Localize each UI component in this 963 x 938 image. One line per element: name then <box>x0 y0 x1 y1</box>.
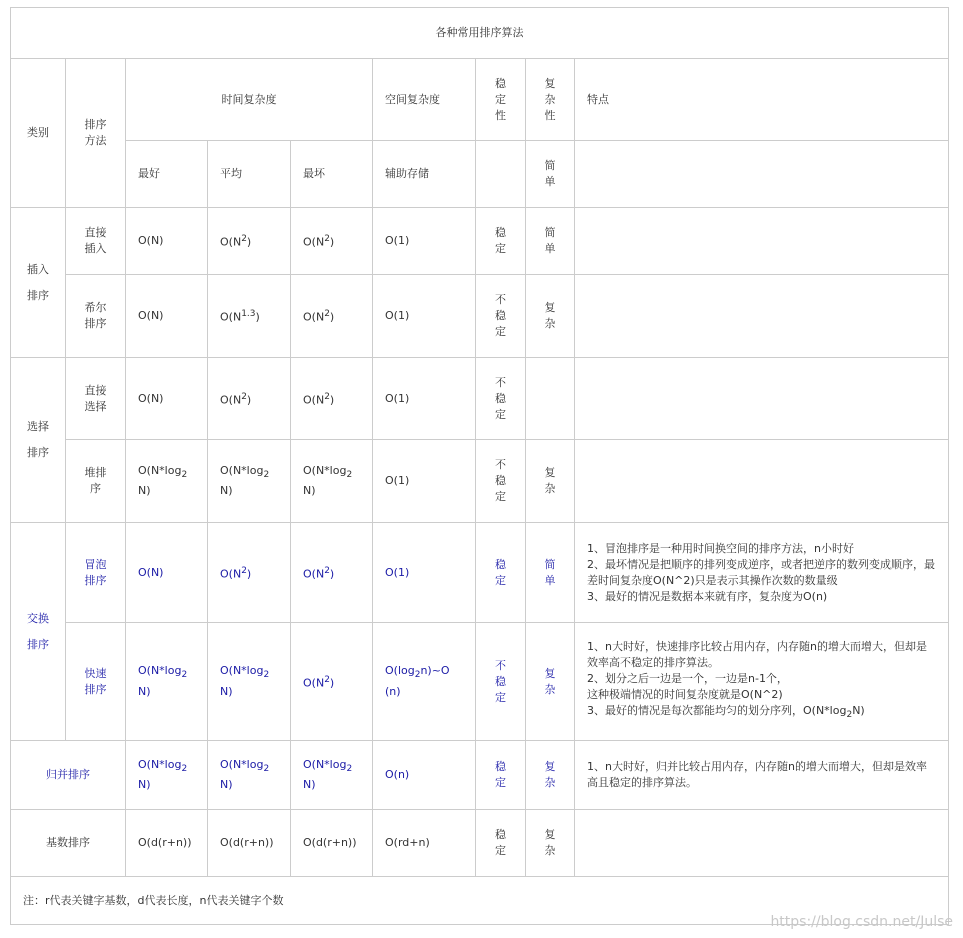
avg-value: $O(N^2)$ <box>208 358 291 440</box>
complex-value <box>526 358 575 440</box>
sort-algorithms-table <box>10 7 949 925</box>
worst-value: $O(N^2)$ <box>291 623 373 741</box>
aux-value: O(1) <box>373 523 476 623</box>
complex-value: 复杂 <box>526 741 575 810</box>
complex-value: 简单 <box>526 208 575 275</box>
stable-value: 不稳定 <box>476 440 526 523</box>
complex-value: 复杂 <box>526 440 575 523</box>
table-row <box>11 741 949 810</box>
table-row <box>11 208 949 275</box>
header-space-complexity: 空间复杂度 <box>373 59 476 141</box>
header-time-complexity: 时间复杂度 <box>126 59 373 141</box>
stable-value: 不稳定 <box>476 623 526 741</box>
stable-value: 稳定 <box>476 208 526 275</box>
aux-value: O(rd+n) <box>373 810 476 877</box>
header-category: 类别 <box>11 59 66 208</box>
avg-value: $O(N*\log_2$ N) <box>208 623 291 741</box>
table-row <box>11 810 949 877</box>
method-name: 归并排序 <box>11 741 126 810</box>
aux-value: O(1) <box>373 208 476 275</box>
header-features-empty <box>575 141 949 208</box>
header-simple: 简单 <box>526 141 575 208</box>
worst-value: $O(N*\log_2$ N) <box>291 741 373 810</box>
features-value: 1、n大时好，归并比较占用内存，内存随n的增大而增大，但却是效率高且稳定的排序算法。 <box>575 741 949 810</box>
avg-value: $O(N*\log_2$ N) <box>208 440 291 523</box>
worst-value: $O(N^2)$ <box>291 358 373 440</box>
best-value: $O(N*\log_2$ N) <box>126 741 208 810</box>
features-value <box>575 275 949 358</box>
method-name: 冒泡排序 <box>66 523 126 623</box>
best-value: O(N) <box>126 208 208 275</box>
features-value <box>575 440 949 523</box>
table-row <box>11 358 949 440</box>
method-name: 堆排序 <box>66 440 126 523</box>
worst-value: $O(N*\log_2$ N) <box>291 440 373 523</box>
worst-value: $O(N^2)$ <box>291 208 373 275</box>
stable-value: 稳定 <box>476 810 526 877</box>
header-empty <box>476 141 526 208</box>
header-aux-storage: 辅助存储 <box>373 141 476 208</box>
avg-value: O(d(r+n)) <box>208 810 291 877</box>
aux-value: O(1) <box>373 275 476 358</box>
group-exchange: 交换排序 <box>11 523 66 741</box>
complex-value: 复杂 <box>526 275 575 358</box>
aux-value: O(1) <box>373 440 476 523</box>
avg-value: $O(N^2)$ <box>208 208 291 275</box>
method-name: 希尔排序 <box>66 275 126 358</box>
avg-value: $O(N*\log_2$ N) <box>208 741 291 810</box>
group-insert: 插入排序 <box>11 208 66 358</box>
best-value: O(N) <box>126 275 208 358</box>
header-best: 最好 <box>126 141 208 208</box>
header-features: 特点 <box>575 59 949 141</box>
table-row <box>11 275 949 358</box>
worst-value: $O(N^2)$ <box>291 275 373 358</box>
watermark: https://blog.csdn.net/Julse <box>770 914 953 930</box>
worst-value: O(d(r+n)) <box>291 810 373 877</box>
features-value <box>575 810 949 877</box>
aux-value: O(n) <box>373 741 476 810</box>
features-value: 1、n大时好，快速排序比较占用内存，内存随n的增大而增大，但却是效率高不稳定的排序算法。 2、划分之后一边是一个，一边是n-1个， 这种极端情况的时间复杂度就是O(N^2) 3、最好的情况是每次都能均匀的划分序列，$O(N*\log_2N)$ <box>575 623 949 741</box>
stable-value: 不稳定 <box>476 275 526 358</box>
stable-value: 稳定 <box>476 741 526 810</box>
table-title: 各种常用排序算法 <box>11 8 949 59</box>
header-average: 平均 <box>208 141 291 208</box>
stable-value: 不稳定 <box>476 358 526 440</box>
worst-value: $O(N^2)$ <box>291 523 373 623</box>
stable-value: 稳定 <box>476 523 526 623</box>
group-select: 选择排序 <box>11 358 66 523</box>
best-value: $O(N*\log_2$ N) <box>126 440 208 523</box>
method-name: 直接选择 <box>66 358 126 440</box>
table-row <box>11 623 949 741</box>
aux-value: $O(\log_2n)\sim O(n)$ <box>373 623 476 741</box>
features-value <box>575 358 949 440</box>
header-stability: 稳定性 <box>476 59 526 141</box>
table-row <box>11 523 949 623</box>
aux-value: O(1) <box>373 358 476 440</box>
complex-value: 复杂 <box>526 623 575 741</box>
header-complexity: 复杂性 <box>526 59 575 141</box>
best-value: $O(N*\log_2$ N) <box>126 623 208 741</box>
best-value: O(N) <box>126 358 208 440</box>
table-note: 注：r代表关键字基数，d代表长度，n代表关键字个数 <box>11 877 949 925</box>
method-name: 直接插入 <box>66 208 126 275</box>
header-method: 排序方法 <box>66 59 126 208</box>
complex-value: 复杂 <box>526 810 575 877</box>
table-row <box>11 440 949 523</box>
avg-value: $O(N^{1.3})$ <box>208 275 291 358</box>
features-value: 1、冒泡排序是一种用时间换空间的排序方法，n小时好 2、最坏情况是把顺序的排列变成逆序，或者把逆序的数列变成顺序，最差时间复杂度O(N^2)只是表示其操作次数的数量级 3、最好的情况是数据本来就有序，复杂度为O(n) <box>575 523 949 623</box>
header-worst: 最坏 <box>291 141 373 208</box>
best-value: O(d(r+n)) <box>126 810 208 877</box>
avg-value: $O(N^2)$ <box>208 523 291 623</box>
best-value: O(N) <box>126 523 208 623</box>
features-value <box>575 208 949 275</box>
complex-value: 简单 <box>526 523 575 623</box>
method-name: 快速排序 <box>66 623 126 741</box>
method-name: 基数排序 <box>11 810 126 877</box>
